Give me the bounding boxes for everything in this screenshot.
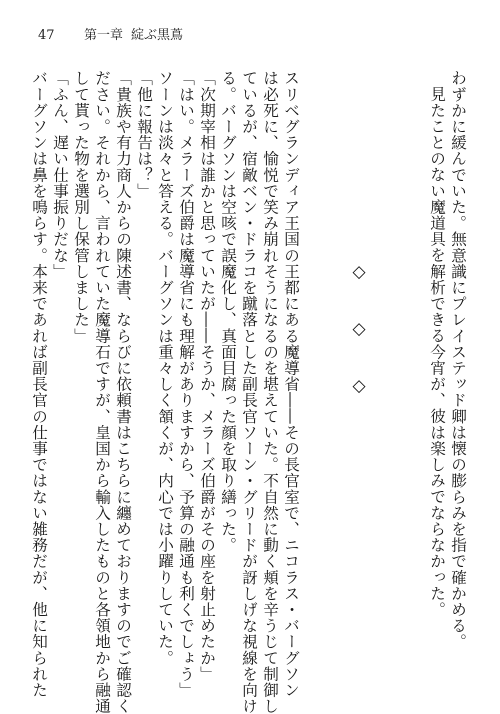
page-number: 47 [38,28,55,43]
text-line: 「次期宰相は誰かと思っていたが――そうか、メラーズ伯爵がその座を射止めたか」 [198,70,216,682]
text-line: バーグソンは鼻を鳴らす。本来であれば副長官の仕事ではない雑務だが、他に知られた [30,70,48,698]
text-line: スリベグランディア王国の王都にある魔導省――その長官室で、ニコラス・バーグソン [282,70,300,698]
text-line: ているが、宿敵ベン・ドラコを蹴落とした副長官ソーン・グリードが訝しげな視線を向け [240,70,258,714]
scene-break: ◇ ◇ ◇ [349,262,369,406]
running-header [38,24,183,44]
text-line: わずかに緩んでいた。無意識にプレイステッド卿は懐の膨らみを指で確かめる。 [449,70,467,650]
chapter-title: 綻ぶ黒蔦 [131,28,184,43]
text-line: 「他に報告は？」 [135,70,153,199]
text-line: ださい。それから、言われていた魔導石ですが、皇国から輸入したものと各領地から融通 [93,70,111,714]
text-line: る。バーグソンは空咳で誤魔化し、真面目腐った顔を取り繕った。 [219,70,237,553]
text-line: 「はい。メラーズ伯爵は魔導省にも理解がありますから、予算の融通も利くでしょう」 [177,70,195,698]
text-line: ソーンは淡々と答える。バーグソンは重々しく頷くが、内心では小躍りしていた。 [156,70,174,666]
text-line: 見たことのない魔道具を解析できる今宵が、彼は楽しみでならなかった。 [428,86,446,618]
text-line: 「貴族や有力商人からの陳述書、ならびに依頼書はこちらに纏めておりますのでご確認く [114,70,132,714]
text-line: して貰った物を選別し保管しました」 [72,70,90,344]
text-line: は必死に、愉悦で笑み崩れそうになるのを堪えていた。不自然に動く頬を辛うじて制御し [261,70,279,714]
chapter-label: 第一章 [84,28,124,43]
text-line: 「ふん、遅い仕事振りだな」 [51,70,69,280]
